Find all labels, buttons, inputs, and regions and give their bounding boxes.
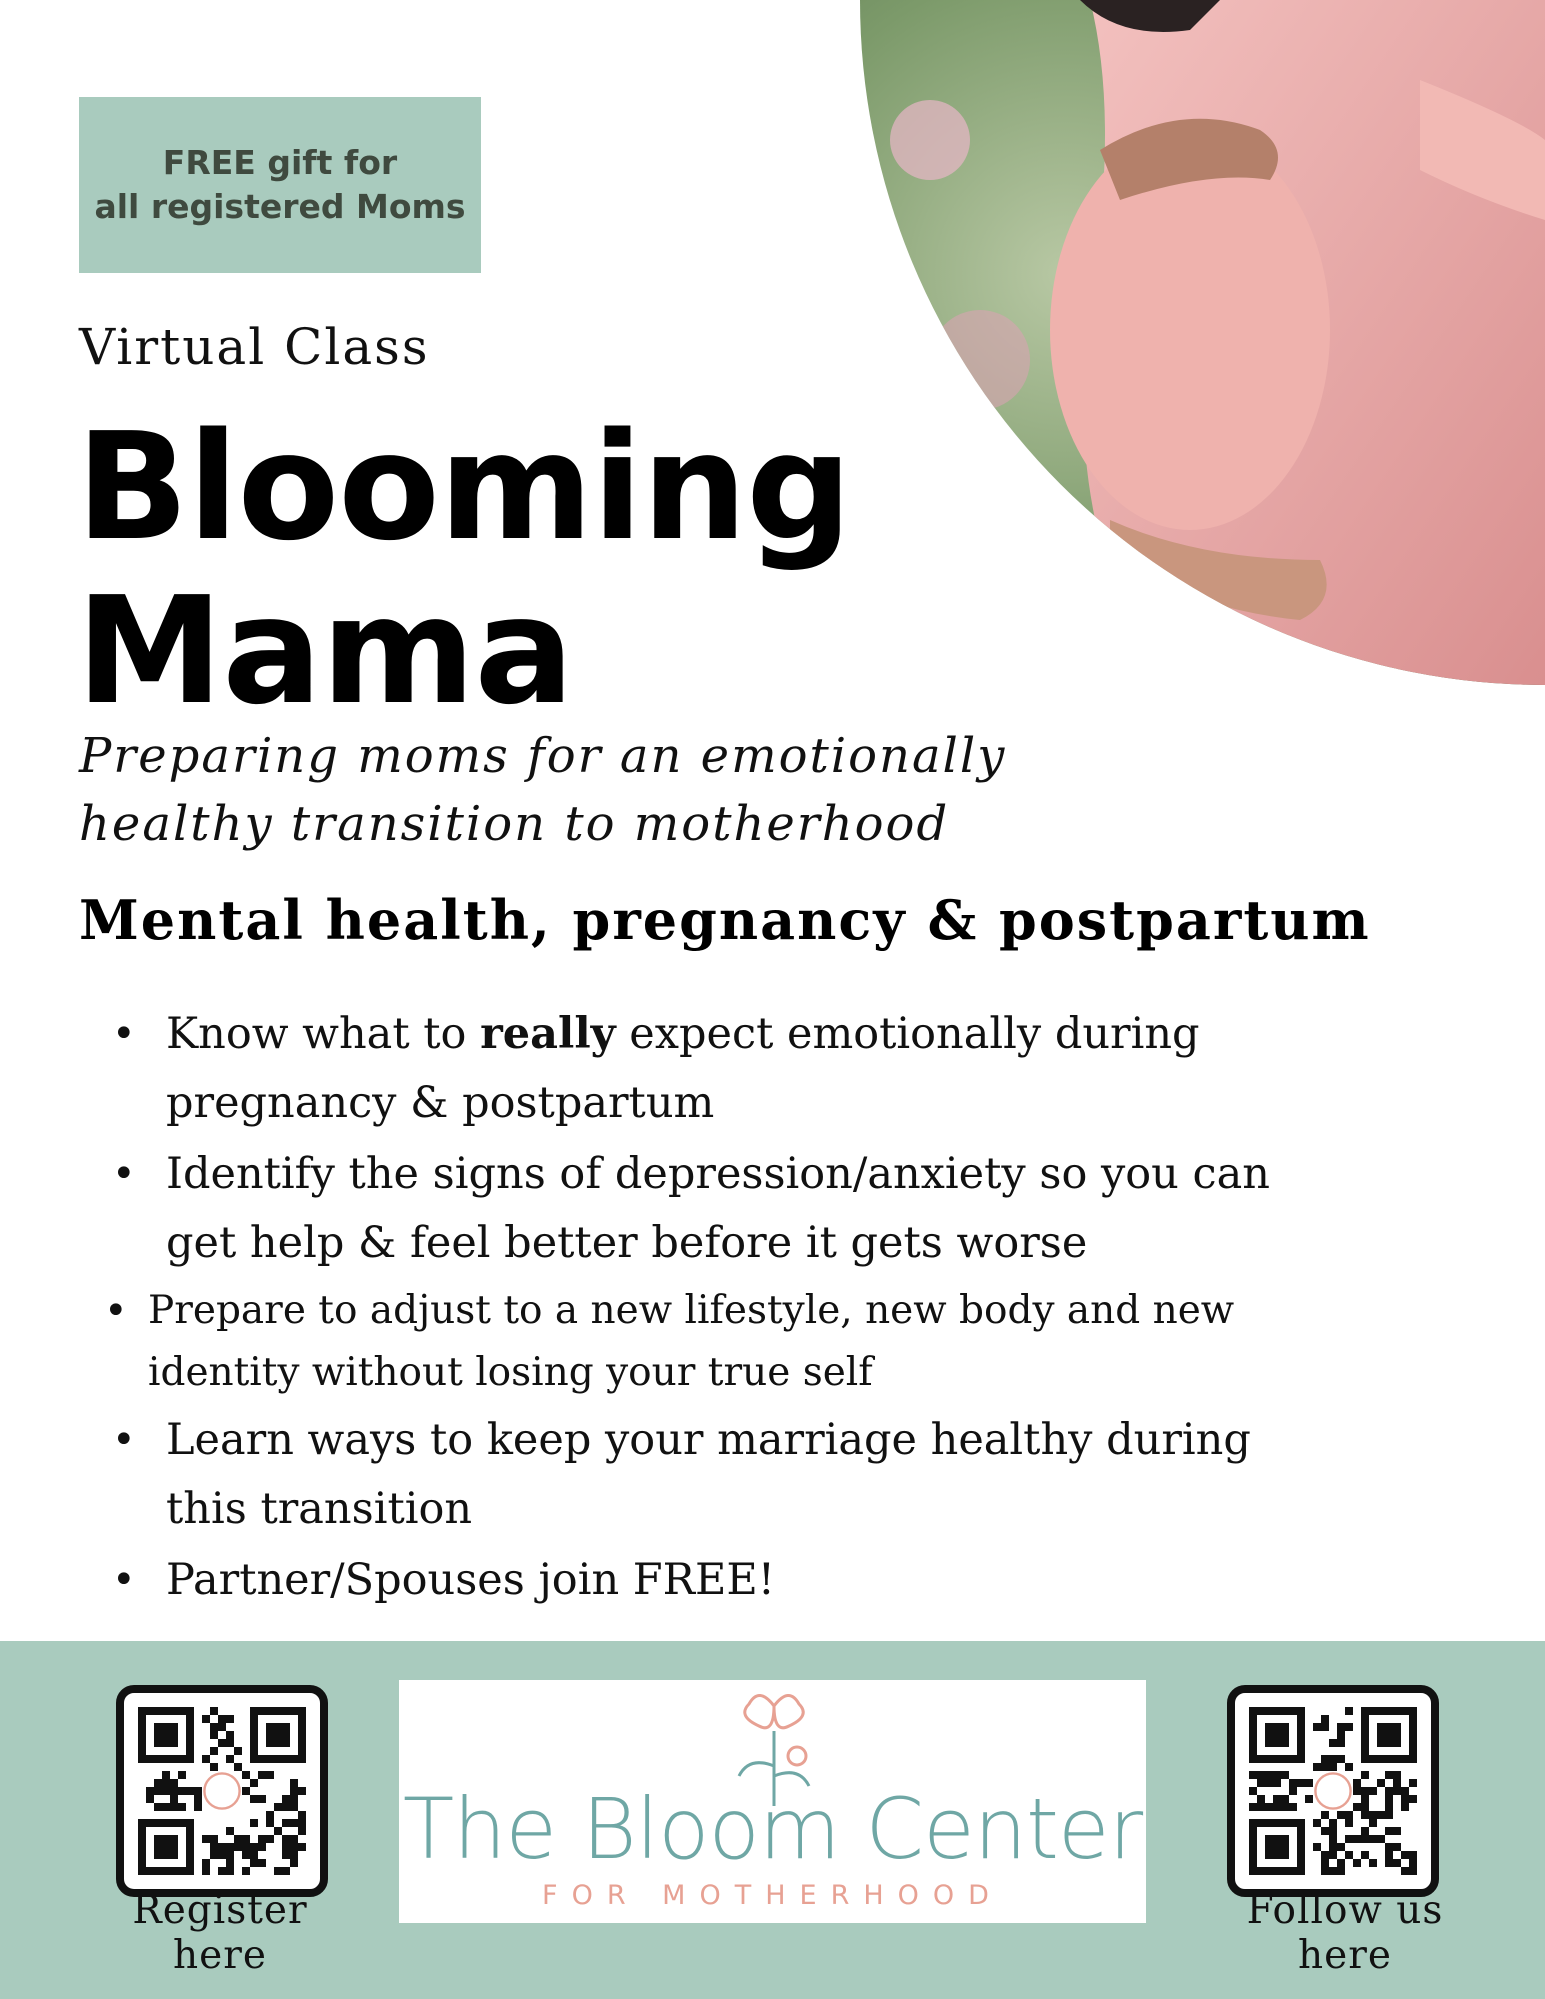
free-gift-badge	[79, 97, 481, 273]
bloom-center-logo	[399, 1680, 1146, 1923]
qr-pattern-icon	[1249, 1707, 1417, 1875]
hero-photo-illustration	[860, 0, 1545, 685]
tagline-line2: healthy transition to motherhood	[79, 796, 950, 852]
list-item: • Learn ways to keep your marriage healthy during this transition	[100, 1406, 1340, 1544]
logo-tagline: FOR MOTHERHOOD	[542, 1880, 1003, 1911]
title-line2: Mama	[76, 565, 574, 737]
tagline	[79, 722, 1006, 858]
tagline-line1: Preparing moms for an emotionally	[79, 728, 1007, 784]
follow-qr-code[interactable]	[1227, 1685, 1439, 1897]
page-title	[76, 401, 852, 737]
list-item: • Identify the signs of depression/anxiety so you can get help & feel better before it gets worse	[100, 1140, 1340, 1278]
follow-label: Follow us here	[1246, 1888, 1444, 1978]
title-line1: Blooming	[76, 401, 852, 573]
register-qr-code[interactable]	[116, 1685, 328, 1897]
logo-name: The Bloom Center	[402, 1780, 1143, 1878]
qr-pattern-icon	[138, 1707, 306, 1875]
register-label: Register here	[132, 1888, 308, 1978]
kicker-text: Virtual Class	[79, 318, 430, 376]
bullet-1-before: Know what to	[166, 1009, 481, 1059]
bullet-1-after: expect emotionally during pregnancy & postpartum	[166, 1009, 1200, 1128]
list-item	[100, 1000, 1340, 1138]
hero-photo-pregnant-mother	[860, 0, 1545, 685]
list-item: • Partner/Spouses join FREE!	[100, 1546, 1340, 1615]
bullet-1-bold: really	[480, 1009, 616, 1059]
list-item: • Prepare to adjust to a new lifestyle, new body and new identity without losing your true self	[92, 1280, 1340, 1404]
benefits-list	[100, 1000, 1340, 1617]
gift-badge-line1: FREE gift for	[162, 143, 398, 182]
gift-badge-line2: all registered Moms	[94, 187, 466, 226]
subheading: Mental health, pregnancy & postpartum	[79, 888, 1371, 952]
